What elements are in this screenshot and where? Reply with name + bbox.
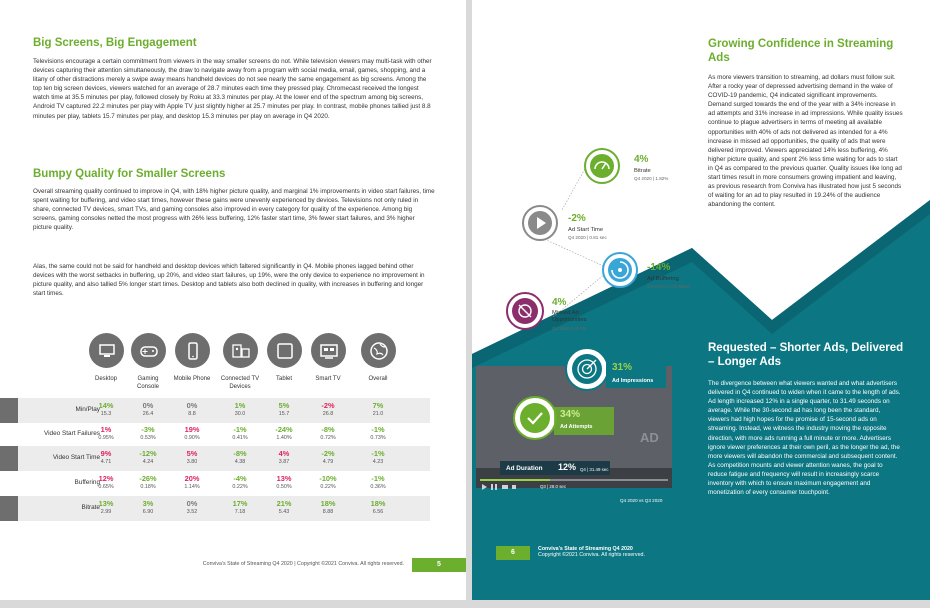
cell-change: -8% bbox=[233, 449, 247, 458]
desktop-icon bbox=[89, 333, 124, 368]
cell-change: 1% bbox=[100, 425, 112, 434]
stat-ad-buffering-sub: Q4 2020 | 2.91 Mbps bbox=[647, 284, 690, 289]
cell-change: 1% bbox=[234, 401, 246, 410]
stat-missed-ad-name: Missed Ad Opportunities bbox=[552, 310, 587, 323]
connected-tv-icon bbox=[223, 333, 258, 368]
paragraph-streaming-ads: As more viewers transition to streaming, ad dollars must follow suit. After a rocky year of depressed advertising demand in the wake of COVID-19 pandemic, Q4 indicated significant improvements. Demand surged towards the end of the year with a 34% increase in ad attempts and 31% increase in ad impressions. While quality issues continue to plague advertisers in terms of meeting all available opportunities with 40% of ads not delivered as intended for a 4% increase in missed ad opportunities, the quality of ads that were delivered improved. Viewers appreciated 14% less buffering, 4% higher picture quality, and spent 2% less time waiting for ads to start in Q4 as compared to the previous quarter. Quality issues like long ad start times result in more consumers growing impatient and leaving, as previous research from Conviva has illustrated how just 5 seconds of waiting for an ad to play resulted in 19.24% of the audience abandoning the content. bbox=[708, 74, 903, 209]
cell-change: -10% bbox=[319, 474, 337, 483]
cell-value: 0.95% bbox=[98, 435, 114, 441]
cell-value: 8.88 bbox=[322, 509, 334, 515]
cell-change: -3% bbox=[141, 425, 155, 434]
table-cell bbox=[86, 474, 126, 491]
paragraph-bumpy-quality: Overall streaming quality continued to improve in Q4, with 18% higher picture quality, and marginal 1% improvements in video start failures, time spent waiting for buffering, and video start times, however these gains were unevenly experienced by devices. Televisions not only ruled in share, connected TV devices, smart TVs, and gaming consoles also improved in every category for quality of the experience. Among big screens, gaming consoles netted the most progress with 26% less buffering, 12% faster start time, 3% fewer start failures, and 3% higher picture quality. bbox=[33, 188, 435, 232]
table-row bbox=[0, 471, 430, 496]
table-cell bbox=[308, 425, 348, 442]
table-cell bbox=[86, 425, 126, 442]
cell-change: -8% bbox=[321, 425, 335, 434]
ad-buffering-icon bbox=[602, 252, 638, 288]
metric-label: Video Start Time bbox=[52, 454, 100, 461]
row-marker bbox=[0, 446, 18, 471]
stat-bitrate-sub: Q4 2020 | 1.82% bbox=[634, 176, 669, 181]
table-cell bbox=[172, 499, 212, 516]
page-5 bbox=[0, 0, 466, 600]
cell-value: 0.18% bbox=[140, 484, 156, 490]
ad-attempts-name: Ad Attempts bbox=[560, 424, 593, 430]
device-label: Gaming Console bbox=[136, 376, 159, 390]
ad-label: AD bbox=[640, 430, 659, 445]
paragraph-handheld: Alas, the same could not be said for handheld and desktop devices which faltered significantly in Q4. Mobile phones lagged behind other devices with the worst setbacks in buffering, up 20%, and video start failures, up 19%, were the only device to experience no improvement in picture quality, and also tallied 5% longer start times. Desktop and tablets also both declined in quality, with increases in buffering and longer start times. bbox=[33, 263, 425, 298]
table-cell bbox=[220, 449, 260, 466]
cell-value: 26.8 bbox=[322, 411, 334, 417]
cell-change: 5% bbox=[278, 401, 290, 410]
cell-value: 3.87 bbox=[278, 459, 290, 465]
cell-change: -1% bbox=[233, 425, 247, 434]
table-cell bbox=[308, 449, 348, 466]
table-cell bbox=[128, 401, 168, 418]
table-cell bbox=[358, 449, 398, 466]
stat-bitrate-name: Bitrate bbox=[634, 168, 651, 174]
gamepad-icon bbox=[131, 333, 166, 368]
table-cell bbox=[308, 474, 348, 491]
cell-change: 13% bbox=[98, 499, 114, 508]
table-row bbox=[0, 446, 430, 471]
metric-label: Video Start Failures bbox=[43, 430, 100, 437]
cell-value: 2.99 bbox=[100, 509, 112, 515]
table-cell bbox=[264, 401, 304, 418]
cell-value: 0.22% bbox=[232, 484, 248, 490]
table-cell bbox=[358, 401, 398, 418]
cell-value: 26.4 bbox=[142, 411, 154, 417]
stat-missed-ad-value: 4% bbox=[552, 297, 567, 308]
stat-ad-start-sub: Q4 2020 | 0.81 sec bbox=[568, 235, 607, 240]
cell-value: 15.3 bbox=[100, 411, 112, 417]
cell-change: 18% bbox=[370, 499, 386, 508]
cell-change: 3% bbox=[142, 499, 154, 508]
row-marker bbox=[0, 496, 18, 521]
tablet-icon bbox=[267, 333, 302, 368]
stat-missed-ad-sub: Q4 2020 | 40.1% bbox=[552, 326, 587, 331]
ad-attempts-check-icon bbox=[512, 395, 558, 441]
cell-change: -2% bbox=[321, 449, 335, 458]
footer-right bbox=[538, 546, 645, 559]
ad-attempts-value: 34% bbox=[560, 409, 581, 420]
cell-change: 0% bbox=[142, 401, 154, 410]
table-cell bbox=[172, 425, 212, 442]
cell-value: 4.38 bbox=[234, 459, 246, 465]
footer-title: Conviva's State of Streaming Q4 2020 bbox=[538, 546, 633, 552]
page-footer bbox=[0, 558, 466, 572]
cell-change: -12% bbox=[139, 449, 157, 458]
stat-ad-buffering-value: -14% bbox=[647, 262, 671, 273]
ad-duration-detail: Q4 | 31.49 sec bbox=[580, 467, 609, 472]
smart-tv-icon bbox=[311, 333, 346, 368]
table-cell bbox=[128, 474, 168, 491]
cell-value: 0.73% bbox=[370, 435, 386, 441]
cell-change: -1% bbox=[371, 474, 385, 483]
cell-change: -1% bbox=[371, 425, 385, 434]
ad-duration-label: Ad Duration bbox=[506, 465, 543, 472]
table-cell bbox=[358, 499, 398, 516]
cell-value: 0.36% bbox=[370, 484, 386, 490]
cell-change: 4% bbox=[278, 449, 290, 458]
table-cell bbox=[264, 425, 304, 442]
cell-value: 0.50% bbox=[276, 484, 292, 490]
table-cell bbox=[308, 499, 348, 516]
cell-value: 21.0 bbox=[372, 411, 384, 417]
cell-value: 0.65% bbox=[98, 484, 114, 490]
cell-value: 6.90 bbox=[142, 509, 154, 515]
table-row bbox=[0, 398, 430, 423]
table-cell bbox=[172, 474, 212, 491]
cell-change: 0% bbox=[186, 401, 198, 410]
comparison-note: Q4 2020 vs Q3 2020 bbox=[620, 498, 663, 503]
device-label: Tablet bbox=[275, 376, 292, 382]
section-heading-shorter-ads: Requested – Shorter Ads, Delivered – Longer Ads bbox=[708, 342, 904, 368]
cell-value: 4.24 bbox=[142, 459, 154, 465]
page-6 bbox=[472, 0, 930, 600]
table-cell bbox=[86, 449, 126, 466]
cell-value: 5.43 bbox=[278, 509, 290, 515]
mobile-phone-icon bbox=[175, 333, 210, 368]
cell-value: 4.79 bbox=[322, 459, 334, 465]
ad-duration-q3: Q3 | 28.0 sec bbox=[540, 484, 567, 489]
cell-change: 13% bbox=[276, 474, 292, 483]
cell-value: 15.7 bbox=[278, 411, 290, 417]
device-label: Connected TV Devices bbox=[220, 376, 260, 390]
footer-copyright-right: Copyright ©2021 Conviva. All rights reserved. bbox=[538, 552, 645, 559]
missed-ad-icon bbox=[506, 292, 544, 330]
bitrate-gauge-icon bbox=[584, 148, 620, 184]
cell-change: -24% bbox=[275, 425, 293, 434]
footer-copyright: Conviva's State of Streaming Q4 2020 | Copyright ©2021 Conviva. All rights reserved. bbox=[202, 561, 404, 567]
ad-impressions-name: Ad Impressions bbox=[612, 378, 654, 384]
ad-impressions-target-icon bbox=[564, 346, 610, 392]
cell-value: 0.72% bbox=[320, 435, 336, 441]
cell-value: 0.41% bbox=[232, 435, 248, 441]
device-label: Desktop bbox=[94, 376, 117, 382]
table-cell bbox=[308, 401, 348, 418]
page-number-right: 6 bbox=[496, 546, 530, 560]
table-cell bbox=[264, 499, 304, 516]
metric-label: Bitrate bbox=[81, 504, 100, 511]
cell-change: 19% bbox=[184, 425, 200, 434]
table-cell bbox=[172, 449, 212, 466]
cell-value: 0.90% bbox=[184, 435, 200, 441]
ad-impressions-value: 31% bbox=[612, 362, 633, 373]
table-cell bbox=[220, 474, 260, 491]
table-cell bbox=[220, 401, 260, 418]
cell-value: 3.80 bbox=[186, 459, 198, 465]
paragraph-shorter-ads: The divergence between what viewers wanted and what advertisers delivered in Q4 continued to widen when it came to the length of ads. Ad length increased 12% in a single quarter, to 31.49 seconds on average. While the 30-second ad has long been the standard, viewers had high hopes for the promise of 15-second ads on streaming. Instead, we witness the industry moving the opposite direction, with more ads running a full minute or more. Advertisers ignore viewer preferences at their own peril, as the longer the ad, the more viewers will abandon the commercial and subsequent content. As competition mounts and viewer attention wanes, the goal to reduce fatigue and frequency will result in increasingly scarce inventory with which to ensure maximum engagement and monetization of every consumer touchpoint. bbox=[708, 380, 901, 497]
cell-value: 7.18 bbox=[234, 509, 246, 515]
table-cell bbox=[220, 499, 260, 516]
device-label: Smart TV bbox=[315, 376, 341, 382]
table-row bbox=[0, 496, 430, 521]
table-cell bbox=[86, 401, 126, 418]
cell-change: -4% bbox=[233, 474, 247, 483]
table-cell bbox=[128, 425, 168, 442]
cell-change: 5% bbox=[186, 449, 198, 458]
cell-value: 0.53% bbox=[140, 435, 156, 441]
cell-value: 4.23 bbox=[372, 459, 384, 465]
cell-change: 12% bbox=[98, 474, 114, 483]
cell-value: 1.40% bbox=[276, 435, 292, 441]
table-cell bbox=[128, 499, 168, 516]
row-marker bbox=[0, 398, 18, 423]
section-heading-bumpy-quality: Bumpy Quality for Smaller Screens bbox=[33, 168, 226, 180]
device-label: Mobile Phone bbox=[173, 376, 211, 382]
table-cell bbox=[358, 425, 398, 442]
cell-change: 14% bbox=[98, 401, 114, 410]
table-cell bbox=[264, 449, 304, 466]
globe-icon bbox=[361, 333, 396, 368]
table-cell bbox=[128, 449, 168, 466]
table-cell bbox=[358, 474, 398, 491]
cell-value: 6.56 bbox=[372, 509, 384, 515]
table-cell bbox=[264, 474, 304, 491]
section-heading-big-screens: Big Screens, Big Engagement bbox=[33, 37, 197, 49]
section-heading-streaming-ads: Growing Confidence in Streaming Ads bbox=[708, 38, 894, 64]
metric-label: Min/Play bbox=[75, 406, 100, 413]
metric-label: Buffering bbox=[74, 479, 100, 486]
table-cell bbox=[86, 499, 126, 516]
stat-ad-start-value: -2% bbox=[568, 213, 586, 224]
stat-bitrate-value: 4% bbox=[634, 154, 649, 165]
cell-change: 9% bbox=[100, 449, 112, 458]
cell-change: 21% bbox=[276, 499, 292, 508]
cell-value: 3.52 bbox=[186, 509, 198, 515]
cell-value: 30.0 bbox=[234, 411, 246, 417]
table-row bbox=[0, 422, 430, 447]
cell-change: -2% bbox=[321, 401, 335, 410]
stat-ad-buffering-name: Ad Buffering bbox=[647, 276, 679, 282]
cell-change: 20% bbox=[184, 474, 200, 483]
page-number: 5 bbox=[412, 558, 466, 572]
cell-value: 0.22% bbox=[320, 484, 336, 490]
cell-change: -26% bbox=[139, 474, 157, 483]
cell-value: 1.14% bbox=[184, 484, 200, 490]
table-cell bbox=[220, 425, 260, 442]
cell-change: -1% bbox=[371, 449, 385, 458]
table-cell bbox=[172, 401, 212, 418]
paragraph-big-screens: Televisions encourage a certain commitment from viewers in the way smaller screens do not. While television viewers may multi-task with other devices capturing their attention simultaneously, the draw to navigate away from a program with social media, email, games, shopping, and a litany of other distractions merely a swipe away means handheld devices do not see nearly the same engagement as big screens. Among the top ten big screen devices, viewers watched for an average of 28.7 minutes each time they pressed play. Chromecast received the longest watch time at 35.5 minutes per play, followed closely by Roku at 33.3 minutes per play. At the lower end of the spectrum among big screens, Android TV captured 22.2 minutes per play with Apple TV just slightly higher at 25.7 minutes per play. In contrast, mobile phones tallied just 8.8 minutes per play, tablets 15.7 minutes per play, and desktop 15.3 minutes per play on average in Q4 2020. bbox=[33, 58, 432, 120]
cell-value: 4.71 bbox=[100, 459, 112, 465]
ad-start-time-play-icon bbox=[522, 205, 558, 241]
stat-ad-start-name: Ad Start Time bbox=[568, 227, 604, 233]
cell-change: 18% bbox=[320, 499, 336, 508]
cell-change: 7% bbox=[372, 401, 384, 410]
cell-change: 17% bbox=[232, 499, 248, 508]
ad-duration-pct: 12% bbox=[558, 462, 577, 472]
cell-value: 8.8 bbox=[188, 411, 196, 417]
device-label: Overall bbox=[368, 376, 388, 382]
cell-change: 0% bbox=[186, 499, 198, 508]
